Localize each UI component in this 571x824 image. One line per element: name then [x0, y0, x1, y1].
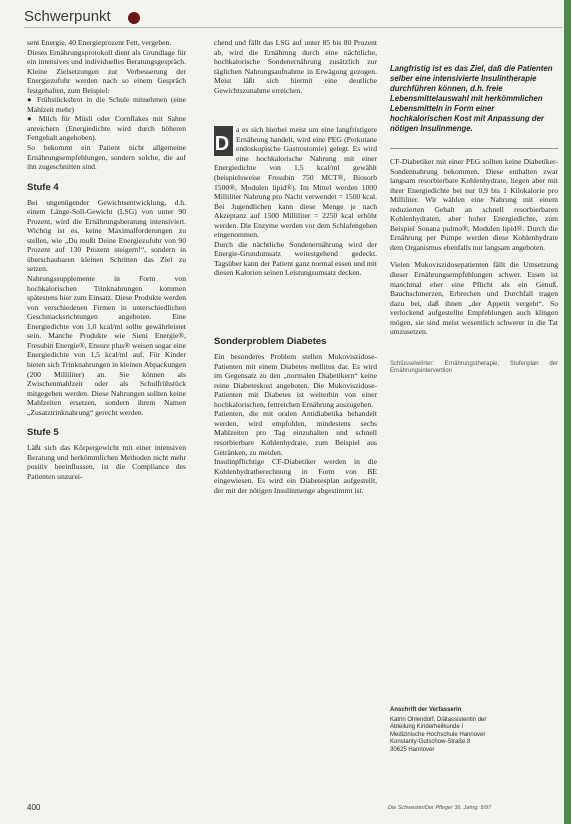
paragraph-text: a es sich hierbei meist um eine langfristigere Ernährung handelt, wird eine PEG (Perkutane endoskopische Gastrostomie) gelegt. Es wird eine hochkalorische Nahrung mit einer Energiedichte von 1,5 kcal/ml gewählt (beispielsweise Fresubin 750 MCT®, Biosorb 1500®, Modulen lipid®). Im Mittel werden 1000 Milliliter Nahrung pro Nacht verwendet = 1500 kcal. Bei Jugendlichen kann diese Menge je nach Akzeptanz auf 1500 Milliliter = 2250 kcal erhöht werden. Die Enzyme werden vor dem Schlafengehen eingenommen.	[214, 125, 377, 240]
section-heading-stufe4: Stufe 4	[27, 181, 59, 193]
paragraph: Läßt sich das Körpergewicht mit einer intensiven Beratung und herkömmlichen Methoden nicht mehr positiv beeinflussen, ist die Compliance des Patienten unzurei-	[27, 443, 186, 481]
contact-title: Anschrift der Verfasserin	[390, 707, 462, 713]
header-divider	[24, 27, 562, 28]
paragraph: Ein besonderes Problem stellen Mukoviszidose-Patienten mit einem Diabetes mellitus dar. Es wird im Gegensatz zu den „normalen Diabetikern“ keine reine Diabeteskost angeboten. Die Mukoviszidose-Patienten mit Diabetes ist weiterhin von einer hochkalorischen, fettreichen Ernährung auszugehen.	[214, 352, 377, 409]
drop-cap: D	[214, 126, 233, 156]
paragraph: Vielen Mukoviszidosepatienten fällt die Umsetzung dieser Ernährungsempfehlungen schwer. Essen ist manchmal eher eine Pflicht als ein Genuß. Bauchschmerzen, Erbrechen und Durchfall tragen dazu bei, daß ihnen „der Appetit vergeht“. So verlockend aufgestellte Empfehlungen auch klingen mögen, sie sind meist wesentlich schwerer in die Tat umzusetzen.	[390, 260, 558, 337]
bullet-item: ● Milch für Müsli oder Cornflakes mit Sahne anreichern (Energiedichte wird durch höheren Fettgehalt angehoben).	[27, 114, 186, 143]
contact-line: Katrin Ohlendorf, Diätassistentin der	[390, 716, 487, 723]
pull-quote: Langfristig ist es das Ziel, daß die Patienten selber eine intensivierte Insulintherapie durchführen können, d.h. freie Lebensmittelauswahl mit herkömmlichen Lebensmitteln in Form einer hochkalorischen Kost mit Anpassung der nötigen Insulinmenge.	[390, 64, 553, 133]
paragraph: Nahrungssupplemente in Form von hochkalorischen Trinknahrungen kommen spätestens hier zum Einsatz. Diese Produkte werden von verschiedenen Firmen in unterschiedlichen Geschmacksrichtungen angeboten. Eine Energiedichte von 1,0 kcal/ml sollte gewährleistet sein. Manche Produkte wie Sieni Energie®, Fresubin Energie®, Ensure plus® weisen sogar eine Energiedichte von 1,5 kcal/ml auf. Für Kinder bieten sich Trinknahrungen in kleinen Abpackungen (200 Milliliter) an. Sie können als Zwischenmahlzeit oder als Schulfrühstück mitgegeben werden. Diese Nahrungen sollten keine Mahlzeiten ersetzen, sondern ihrem Namen „Zusatztrinknahrung“ gerecht werden.	[27, 274, 186, 417]
page-number: 400	[27, 803, 41, 812]
keywords-caption: Schlüsselwörter: Ernährungstherapie, Stufenplan der Ernährungsintervention	[390, 360, 558, 375]
paragraph-dropcap	[214, 125, 377, 240]
page-edge-bar	[564, 0, 571, 824]
paragraph: sent Energie, 40 Energieprozent Fett, vergeben.	[27, 38, 172, 47]
paragraph: chend und fällt das LSG auf unter 85 bis 80 Prozent ab, wird die Ernährung durch eine nächtliche, hochkalorische Sondenernährung zusätzlich zur täglichen Nahrungsaufnahme in Erwägung gezogen. Meist läßt sich hiermit eine deutliche Gewichtszunahme erreichen.	[214, 38, 377, 95]
contact-line: Konstanty-Gutschow-Straße 8	[390, 739, 471, 745]
paragraph: Dieses Ernährungsprotokoll dient als Grundlage für ein intensives und individuelles Beratungsgespräch. Kleine Zielsetzungen zur Verbesserung der Energiezufuhr werden nach so einem Gespräch festgehalten, zum Beispiel:	[27, 47, 186, 95]
column-2	[214, 38, 377, 495]
contact-line: Medizinische Hochschule Hannover	[390, 731, 486, 738]
section-title: Schwerpunkt	[24, 8, 111, 25]
column-1	[27, 38, 186, 481]
column-3	[390, 38, 558, 376]
paragraph: So bekommt ein Patient nicht allgemeine Ernährungsempfehlungen, sondern solche, die auf ihn zugeschnitten sind.	[27, 143, 186, 172]
spacer	[214, 278, 377, 326]
spacer	[214, 95, 377, 125]
bullet-item: ● Frühstücksbrot in die Schule mitnehmen (eine Mahlzeit mehr)	[27, 95, 186, 114]
paragraph: Bei ungenügender Gewichtsentwicklung, d.h. einem Länge-Soll-Gewicht (LSG) von unter 90 Prozent, wird die Ernährungsberatung intensiviert. Wichtig ist es, keine Maximalforderungen zu stellen, wie „Du mußt Deine Energiezufuhr von 90 Prozent auf 130 Prozent steigern!“, sondern in überschaubaren kleinen Schritten das Ziel zu setzen.	[27, 197, 186, 274]
author-contact	[390, 707, 558, 754]
paragraph: Patienten, die mit oralen Antidiabetika behandelt werden, wird empfohlen, mindestens sechs Mahlzeiten pro Tag einzuhalten und schnell resorbierbare Kohlenhydrate, zum Beispiel aus Getränken, zu meiden.	[214, 409, 377, 457]
contact-line: Abteilung Kinderheilkunde I	[390, 724, 464, 730]
paragraph: CF-Diabetiker mit einer PEG sollten keine Diabetiker-Sondennahrung bekommen. Diese enthalten zwar langsam resorbierbare Kohlenhydrate, liegen aber mit ihrer Energiedichte bei nur 0,9 bis 1 Kilokalorie pro Milliliter. Wir wählen eine Nahrung mit einem reduzierten Gehalt an schnell resorbierbaren Kohlenhydraten, aber hoher Energiedichte, zum Beispiel Sonana pulmo®, Modulen lipid®. Durch die Ernährung per Pumpe werden diese Kohlenhydrate dem Organismus ebenfalls nur langsam angeboten.	[390, 157, 558, 252]
section-heading-stufe5: Stufe 5	[27, 427, 59, 439]
section-marker-icon	[128, 12, 140, 24]
paragraph: Insulinpflichtige CF-Diabetiker werden in die Kohlenhydratberechnung in Form von BE eingewiesen. Es wird ein Diabetesplan aufgestellt, der mit der nötigen Insulinmenge abgestimmt ist.	[214, 457, 377, 495]
section-heading-diabetes: Sonderproblem Diabetes	[214, 336, 327, 348]
paragraph: Durch die nächtliche Sondenernährung wird der Energie-Grundumsatz weitestgehend gedeckt. Tagsüber kann der Patient ganz normal essen und mit diesen Kalorien seinen Leistungsumsatz decken.	[214, 239, 377, 278]
pull-quote-divider	[390, 148, 558, 149]
contact-line: 30625 Hannover	[390, 746, 435, 753]
journal-source: Die Schwester/Der Pfleger 36. Jahrg. 5/97	[388, 805, 492, 811]
spacer	[390, 252, 558, 260]
